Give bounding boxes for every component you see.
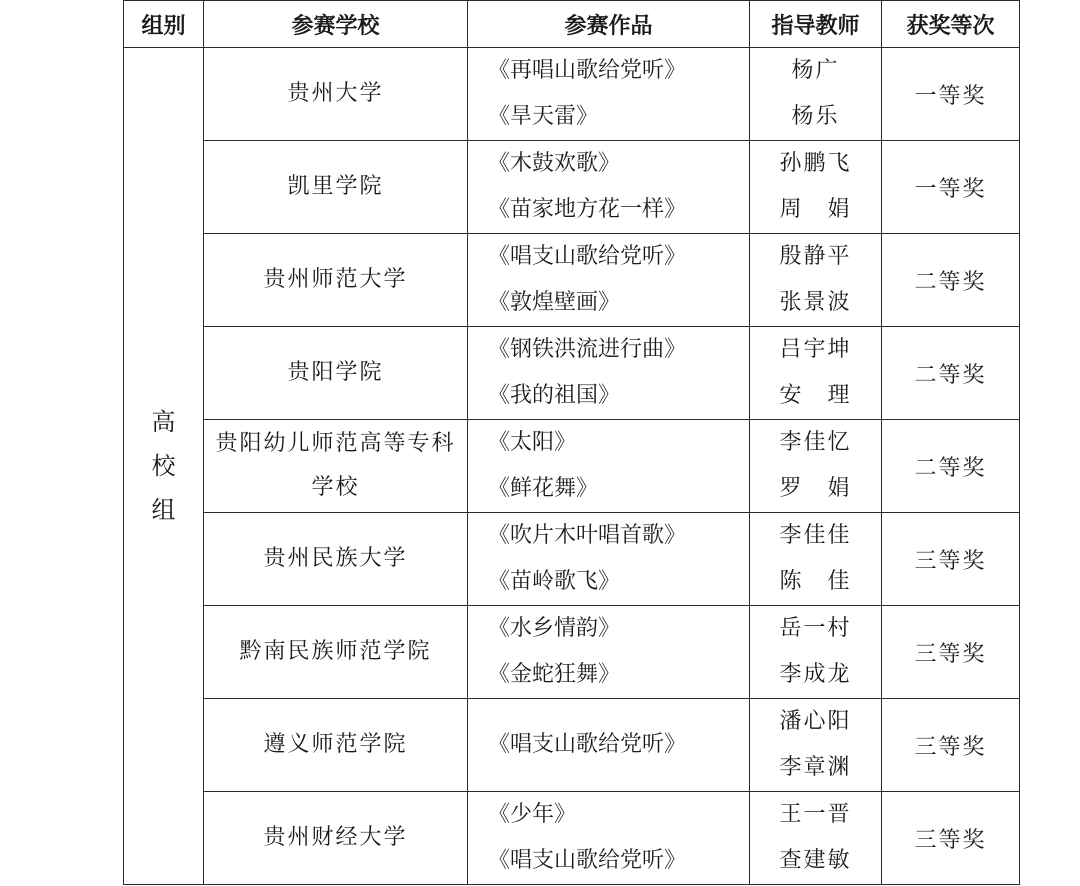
award-cell: 一等奖 — [882, 48, 1020, 141]
teachers-cell — [750, 327, 882, 420]
group-char: 组 — [151, 496, 176, 524]
school-cell: 凯里学院 — [204, 141, 468, 234]
group-char: 校 — [151, 452, 176, 480]
work-title: 《少年》 — [488, 802, 577, 827]
teacher-name: 李成龙 — [779, 662, 852, 687]
teacher-name: 查建敏 — [779, 848, 852, 873]
school-cell: 贵阳幼儿师范高等专科学校 — [204, 420, 468, 513]
award-cell: 一等奖 — [882, 141, 1020, 234]
teacher-name: 罗 娟 — [779, 476, 852, 501]
school-cell: 贵州民族大学 — [204, 513, 468, 606]
teacher-name: 张景波 — [779, 290, 852, 315]
award-cell: 二等奖 — [882, 420, 1020, 513]
teacher-name: 杨乐 — [791, 104, 840, 129]
table-row — [124, 141, 1020, 234]
work-title: 《苗家地方花一样》 — [488, 197, 687, 222]
header-works: 参赛作品 — [468, 1, 750, 48]
works-cell — [468, 513, 750, 606]
teachers-cell — [750, 420, 882, 513]
header-award: 获奖等次 — [882, 1, 1020, 48]
teacher-name: 孙鹏飞 — [779, 151, 852, 176]
work-title: 《钢铁洪流进行曲》 — [488, 337, 687, 362]
work-title: 《苗岭歌飞》 — [488, 569, 621, 594]
works-cell — [468, 420, 750, 513]
work-title: 《敦煌壁画》 — [488, 290, 621, 315]
school-cell: 贵州大学 — [204, 48, 468, 141]
work-title: 《水乡情韵》 — [488, 616, 621, 641]
school-cell: 遵义师范学院 — [204, 699, 468, 792]
work-title: 《吹片木叶唱首歌》 — [488, 523, 687, 548]
school-cell: 贵阳学院 — [204, 327, 468, 420]
work-title: 《唱支山歌给党听》 — [488, 732, 687, 757]
header-row — [124, 1, 1020, 48]
group-cell — [124, 48, 204, 885]
header-teachers: 指导教师 — [750, 1, 882, 48]
table-row — [124, 699, 1020, 792]
table-row — [124, 606, 1020, 699]
work-title: 《金蛇狂舞》 — [488, 662, 621, 687]
group-char: 高 — [151, 408, 176, 436]
works-cell — [468, 699, 750, 792]
table-row — [124, 420, 1020, 513]
teacher-name: 王一晋 — [779, 802, 852, 827]
header-school: 参赛学校 — [204, 1, 468, 48]
teachers-cell — [750, 513, 882, 606]
award-cell: 三等奖 — [882, 513, 1020, 606]
award-cell: 二等奖 — [882, 234, 1020, 327]
teacher-name: 周 娟 — [779, 197, 852, 222]
works-cell — [468, 141, 750, 234]
teacher-name: 李佳佳 — [779, 523, 852, 548]
work-title: 《旱天雷》 — [488, 104, 599, 129]
work-title: 《鲜花舞》 — [488, 476, 599, 501]
teacher-name: 陈 佳 — [779, 569, 852, 594]
work-title: 《唱支山歌给党听》 — [488, 244, 687, 269]
award-cell: 三等奖 — [882, 699, 1020, 792]
teachers-cell — [750, 141, 882, 234]
work-title: 《木鼓欢歌》 — [488, 151, 621, 176]
table-row — [124, 327, 1020, 420]
award-cell: 二等奖 — [882, 327, 1020, 420]
teacher-name: 李佳忆 — [779, 430, 852, 455]
work-title: 《唱支山歌给党听》 — [488, 848, 687, 873]
teacher-name: 岳一村 — [779, 616, 852, 641]
teacher-name: 安 理 — [779, 383, 852, 408]
teachers-cell — [750, 792, 882, 885]
teachers-cell — [750, 699, 882, 792]
table-row — [124, 792, 1020, 885]
awards-table — [123, 0, 1020, 885]
table-row — [124, 234, 1020, 327]
work-title: 《我的祖国》 — [488, 383, 621, 408]
header-group: 组别 — [124, 1, 204, 48]
work-title: 《再唱山歌给党听》 — [488, 58, 687, 83]
works-cell — [468, 606, 750, 699]
school-cell: 黔南民族师范学院 — [204, 606, 468, 699]
works-cell — [468, 48, 750, 141]
school-cell: 贵州财经大学 — [204, 792, 468, 885]
works-cell — [468, 234, 750, 327]
school-cell: 贵州师范大学 — [204, 234, 468, 327]
teachers-cell — [750, 48, 882, 141]
works-cell — [468, 327, 750, 420]
teacher-name: 殷静平 — [779, 244, 852, 269]
award-cell: 三等奖 — [882, 792, 1020, 885]
award-cell: 三等奖 — [882, 606, 1020, 699]
table-row — [124, 513, 1020, 606]
works-cell — [468, 792, 750, 885]
work-title: 《太阳》 — [488, 430, 577, 455]
teacher-name: 吕宇坤 — [779, 337, 852, 362]
teachers-cell — [750, 234, 882, 327]
teacher-name: 李章渊 — [779, 755, 852, 780]
teacher-name: 潘心阳 — [779, 709, 852, 734]
teacher-name: 杨广 — [791, 58, 840, 83]
teachers-cell — [750, 606, 882, 699]
table-row — [124, 48, 1020, 141]
